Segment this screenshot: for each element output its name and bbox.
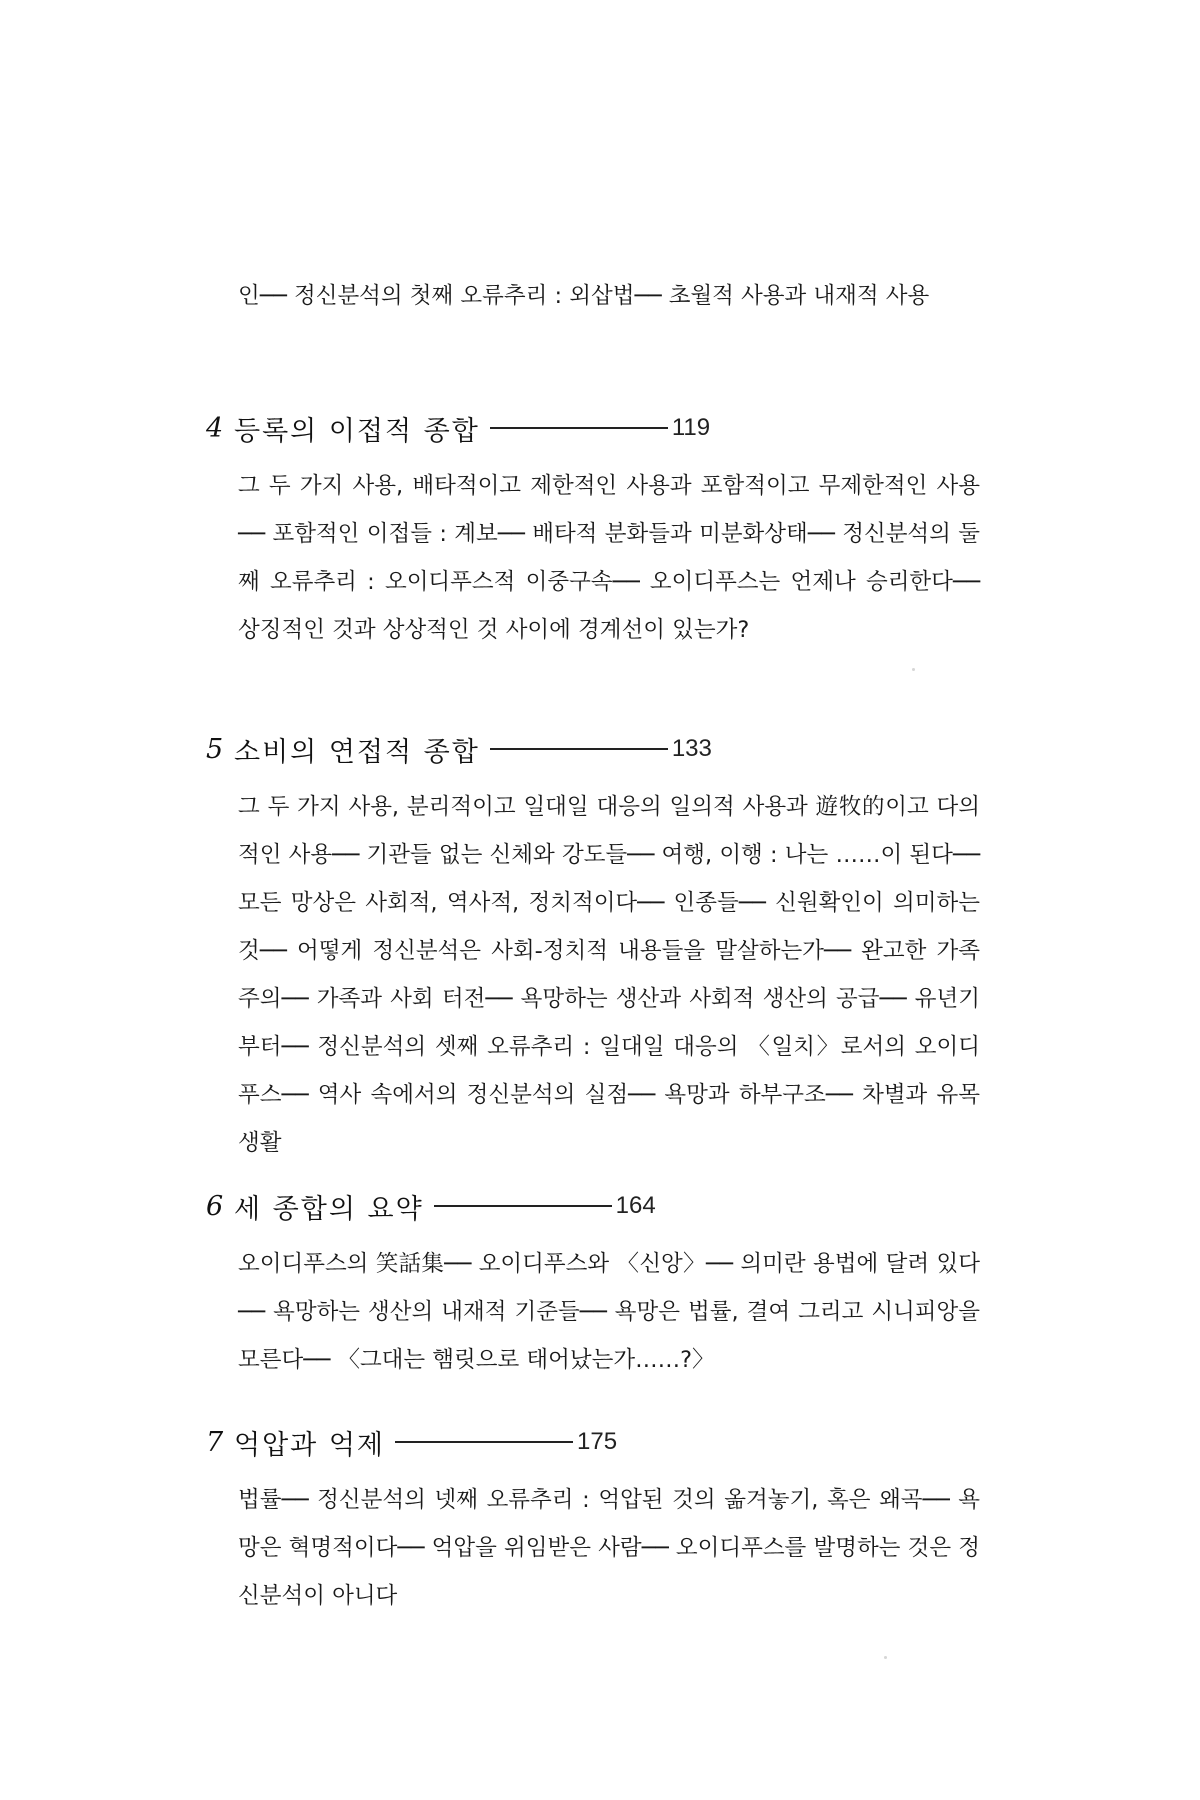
toc-section-4 xyxy=(206,406,986,654)
leader-rule xyxy=(490,427,668,429)
toc-section-7 xyxy=(206,1420,986,1620)
leader-rule xyxy=(434,1205,612,1207)
section-title: 억압과 억제 xyxy=(234,1429,385,1461)
section-summary: 그 두 가지 사용, 분리적이고 일대일 대응의 일의적 사용과 遊牧的이고 다의적인 사용── 기관들 없는 신체와 강도들── 여행, 이행 : 나는 ……이 된다── 모든 망상은 사회적, 역사적, 정치적이다── 인종들── 신원확인이 의미하는 것── 어떻게 정신분석은 사회-정치적 내용들을 말살하는가── 완고한 가족주의── 가족과 사회 터전── 욕망하는 생산과 사회적 생산의 공급── 유년기부터── 정신분석의 셋째 오류추리 : 일대일 대응의 〈일치〉로서의 오이디푸스── 역사 속에서의 정신분석의 실점── 욕망과 하부구조── 차별과 유목생활 xyxy=(238,794,980,1156)
continuation-text: 인── 정신분석의 첫째 오류추리 : 외삽법── 초월적 사용과 내재적 사용 xyxy=(238,283,930,309)
scan-speck xyxy=(884,1656,887,1659)
section-number: 4 xyxy=(206,412,224,444)
section-summary: 그 두 가지 사용, 배타적이고 제한적인 사용과 포함적이고 무제한적인 사용── 포함적인 이접들 : 계보── 배타적 분화들과 미분화상태── 정신분석의 둘째 오류추리 : 오이디푸스적 이중구속── 오이디푸스는 언제나 승리한다── 상징적인 것과 상상적인 것 사이에 경계선이 있는가? xyxy=(238,473,980,643)
page-number: 164 xyxy=(615,1192,656,1219)
section-heading xyxy=(206,406,986,450)
toc-section-5 xyxy=(206,727,986,1167)
scan-speck xyxy=(912,668,915,671)
section-number: 6 xyxy=(206,1190,224,1222)
toc-section-6 xyxy=(206,1184,986,1384)
leader-rule xyxy=(395,1441,573,1443)
section-number: 7 xyxy=(206,1426,224,1458)
toc-continuation xyxy=(238,272,978,320)
section-title: 소비의 연접적 종합 xyxy=(234,736,480,768)
section-summary: 오이디푸스의 笑話集── 오이디푸스와 〈신앙〉── 의미란 용법에 달려 있다── 욕망하는 생산의 내재적 기준들── 욕망은 법률, 결여 그리고 시니피앙을 모른다── 〈그대는 햄릿으로 태어났는가……?〉 xyxy=(238,1251,980,1373)
page-number: 119 xyxy=(671,414,711,441)
leader-rule xyxy=(490,748,668,750)
section-heading xyxy=(206,1184,986,1228)
section-number: 5 xyxy=(206,733,224,765)
section-title: 등록의 이접적 종합 xyxy=(234,415,480,447)
section-summary: 법률── 정신분석의 넷째 오류추리 : 억압된 것의 옮겨놓기, 혹은 왜곡── 욕망은 혁명적이다── 억압을 위임받은 사람── 오이디푸스를 발명하는 것은 정신분석이 아니다 xyxy=(238,1487,980,1609)
section-title: 세 종합의 요약 xyxy=(234,1193,424,1225)
page-number: 133 xyxy=(671,735,712,762)
section-heading xyxy=(206,727,986,771)
page-number: 175 xyxy=(577,1428,618,1455)
section-heading xyxy=(206,1420,986,1464)
